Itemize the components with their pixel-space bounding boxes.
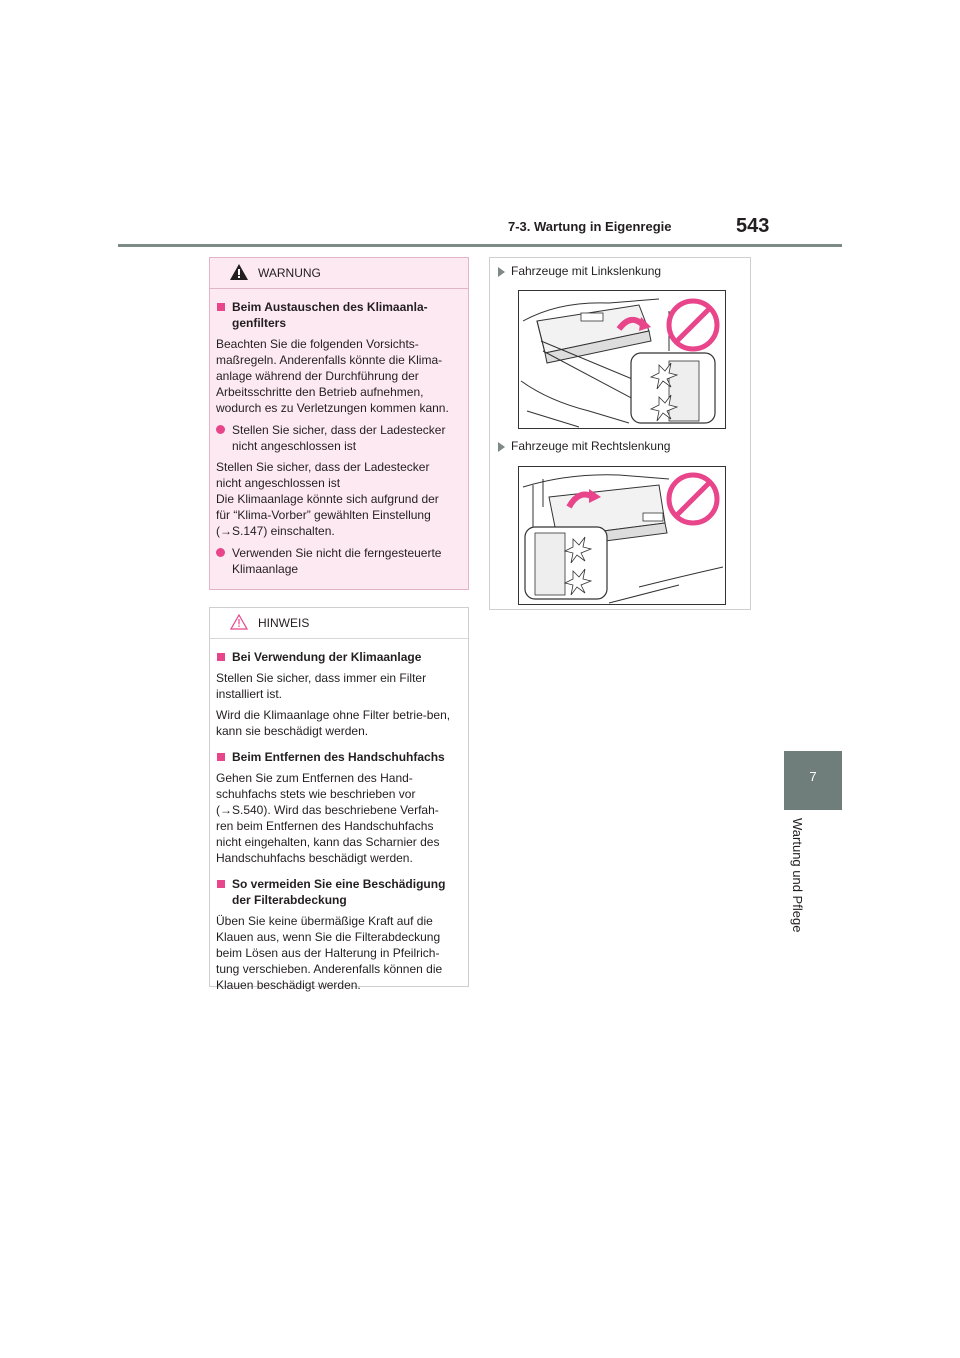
chapter-label-vertical [789, 818, 809, 958]
warning-title: WARNUNG [258, 266, 321, 280]
notice-header [210, 608, 468, 639]
chapter-number: 7 [809, 769, 817, 784]
notice-heading: Beim Entfernen des Handschuhfachs [216, 749, 456, 765]
warning-bullet: Verwenden Sie nicht die ferngesteuerte Klimaanlage [216, 545, 456, 577]
warning-intro: Beachten Sie die folgenden Vorsichts-maßregeln. Anderenfalls könnte die Klima-anlage während der Durchführung der Arbeitsschritte den Betrieb aufnehmen, wodurch es zu Verletzungen kommen kann. [216, 337, 449, 415]
warning-paragraph: Stellen Sie sicher, dass der Ladestecker nicht angeschlossen ist [216, 460, 430, 490]
warning-heading: Beim Austauschen des Klimaanla-genfilters [216, 299, 456, 331]
notice-paragraph: Üben Sie keine übermäßige Kraft auf die Klauen aus, wenn Sie die Filterabdeckung beim Lösen aus der Halterung in Pfeilrich-tung verschieben. Anderenfalls können die Klauen beschädigt werden. [216, 914, 443, 992]
notice-heading: So vermeiden Sie eine Beschädigung der Filterabdeckung [216, 876, 456, 908]
warning-triangle-icon [230, 264, 248, 280]
lhd-filter-drawing [519, 291, 725, 428]
notice-paragraph: Gehen Sie zum Entfernen des Hand-schuhfachs stets wie beschrieben vor (→S.540). Wird das beschriebene Verfah-ren beim Entfernen des Handschuhfachs nicht eingehalten, kann das Scharnier des Handschuhfachs beschädigt werden. [216, 771, 440, 865]
rhd-caption: Fahrzeuge mit Rechtslenkung [498, 439, 670, 453]
header-rule [118, 244, 842, 247]
figure-box [489, 257, 751, 610]
notice-heading: Bei Verwendung der Klimaanlage [216, 649, 456, 665]
notice-title: HINWEIS [258, 616, 310, 630]
caution-triangle-icon [230, 614, 248, 630]
notice-box [209, 607, 469, 992]
section-title: 7-3. Wartung in Eigenregie [508, 219, 672, 234]
warning-header [210, 258, 468, 289]
warning-bullet: Stellen Sie sicher, dass der Ladestecker nicht angeschlossen ist [216, 422, 456, 454]
notice-paragraph: Wird die Klimaanlage ohne Filter betrie-ben, kann sie beschädigt werden. [216, 708, 451, 738]
page-number: 543 [736, 215, 770, 237]
rhd-filter-drawing [519, 467, 725, 604]
rhd-illustration [518, 466, 726, 605]
chapter-label: Wartung und Pflege [790, 818, 805, 933]
lhd-caption: Fahrzeuge mit Linkslenkung [498, 264, 661, 278]
lhd-illustration [518, 290, 726, 429]
notice-paragraph: Stellen Sie sicher, dass immer ein Filter installiert ist. [216, 671, 427, 701]
warning-paragraph: Die Klimaanlage könnte sich aufgrund der für “Klima-Vorber” gewählten Einstellung (→S.147) einschalten. [216, 492, 439, 538]
warning-box [209, 257, 469, 590]
